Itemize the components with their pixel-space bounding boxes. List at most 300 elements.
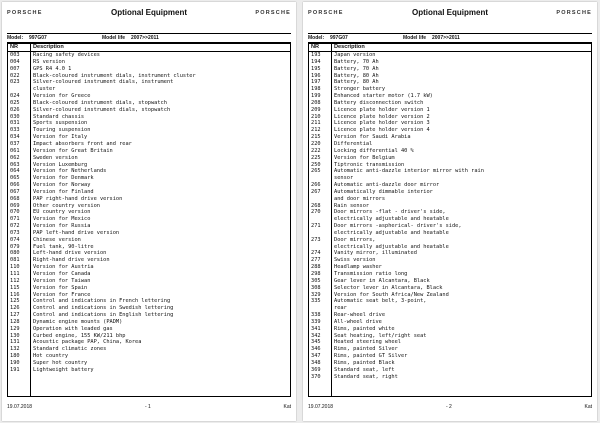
row-nr: 199 [311,93,321,100]
row-nr: 288 [311,264,321,271]
table-row [8,127,290,134]
table-row [8,250,290,257]
row-nr: 069 [10,202,20,209]
row-description: Door mirrors -aspherical- driver's side, electrically adjustable and heatable [334,223,462,236]
row-description: Version for Taiwan [33,277,91,284]
row-nr: 022 [10,72,20,79]
table-row [8,353,290,360]
row-description: Fuel tank, 90-litre [33,243,94,250]
row-nr: 023 [10,79,20,86]
row-nr: 267 [311,188,321,195]
table-row [309,203,591,210]
row-nr: 268 [311,202,321,209]
row-description: Automatic seat belt, 3-point, rear [334,298,427,312]
row-description: Battery, 80 Ah [334,79,379,86]
row-description: Version for Canada [33,271,91,277]
table-row [8,285,290,292]
table-row [8,271,290,278]
row-nr: 191 [10,366,20,373]
model-life-value: 2007>>2011 [432,35,460,41]
row-nr: 305 [311,277,321,284]
row-description: Dynamic engine mounts (PADM) [33,318,123,325]
row-nr: 220 [311,140,321,147]
table-row [309,209,591,223]
row-description: Rims, painted GT Silver [334,353,408,360]
porsche-logo-right: PORSCHE [255,10,291,16]
table-row [309,333,591,340]
table-row [309,127,591,134]
row-nr: 073 [10,229,20,236]
row-nr: 034 [10,134,20,141]
table-row [8,93,290,100]
table-row [309,223,591,237]
row-nr: 210 [311,113,321,120]
row-description: Impact absorbers front and rear [33,140,132,147]
row-description: GPS R4 4.0 1 [33,65,72,72]
row-description: Version for Great Britain [33,147,113,154]
row-nr: 003 [10,52,20,58]
table-row [8,360,290,367]
row-nr: 072 [10,223,20,230]
catalog-page-1 [2,2,296,421]
table-row [309,155,591,162]
row-nr: 066 [10,182,20,189]
row-description: Black-coloured instrument dials, instrument cluster [33,72,196,79]
row-description: Lightweight battery [33,366,94,373]
table-row [309,292,591,299]
table-row [309,141,591,148]
table-row [309,250,591,257]
table-row [8,120,290,127]
row-description: Stronger battery [334,86,386,93]
row-description: Control and indications in French lettering [33,298,171,305]
table-row [8,134,290,141]
row-nr: 347 [311,353,321,360]
table-row [8,216,290,223]
row-nr: 338 [311,312,321,319]
row-description: Version for Italy [33,134,88,141]
page-header [308,8,592,20]
table-row [309,59,591,66]
row-description: Automatic anti-dazzle interior mirror with rain sensor [334,168,484,182]
row-nr: 190 [10,359,20,366]
row-nr: 370 [311,373,321,380]
row-description: EU country version [33,209,91,216]
row-nr: 198 [311,86,321,93]
row-nr: 063 [10,161,20,168]
table-row [8,182,290,189]
table-row [8,333,290,340]
footer-date: 19.07.2018 [7,404,33,410]
table-row [309,271,591,278]
row-nr: 007 [10,65,20,72]
table-row [309,66,591,73]
row-nr: 208 [311,99,321,106]
row-nr: 129 [10,325,20,332]
table-row [309,339,591,346]
row-nr: 265 [311,168,321,175]
table-row [309,73,591,80]
row-nr: 341 [311,325,321,332]
table-row [8,298,290,305]
table-row [8,326,290,333]
table-row [309,360,591,367]
row-description: Version for France [33,291,91,298]
row-description: Rear-wheel drive [334,312,386,319]
table-row [309,86,591,93]
row-description: Version for Spain [33,284,88,291]
row-description: Standard climatic zones [33,346,107,353]
row-nr: 025 [10,99,20,106]
row-nr: 197 [311,79,321,86]
row-description: Version for Denmark [33,175,94,182]
table-row [8,79,290,93]
column-header-nr: NR [10,44,19,50]
row-nr: 348 [311,359,321,366]
row-description: Gear lever in Alcantara, Black [334,277,430,284]
table-row [8,292,290,299]
row-description: Licence plate holder version 4 [334,127,430,134]
table-row [309,114,591,121]
row-description: Transmission ratio long [334,271,408,277]
row-description: Licence plate holder version 2 [334,113,430,120]
row-description: Headlamp washer [334,264,382,271]
row-nr: 116 [10,291,20,298]
row-nr: 033 [10,127,20,134]
column-header-description: Description [334,44,365,50]
row-description: Differential [334,140,373,147]
table-row [8,175,290,182]
row-nr: 211 [311,120,321,127]
model-label: Model: [7,35,24,41]
row-nr: 068 [10,195,20,202]
row-description: PAP right-hand drive version [33,195,123,202]
row-description: Rims, painted white [334,325,395,332]
row-description: Door mirrors -flat - driver's side, electrically adjustable and heatable [334,209,449,223]
row-nr: 266 [311,182,321,189]
model-bar [308,33,592,43]
row-nr: 193 [311,52,321,58]
table-row [309,189,591,203]
row-description: Curbed engine, 155 KW/211 bhp [33,332,126,339]
row-description: Licence plate holder version 3 [334,120,430,127]
row-description: Version for Finland [33,188,94,195]
row-description: Hot country [33,353,69,360]
row-nr: 112 [10,277,20,284]
row-description: Standard seat, right [334,373,398,380]
row-nr: 062 [10,154,20,161]
row-nr: 004 [10,58,20,65]
row-nr: 081 [10,257,20,264]
row-nr: 074 [10,236,20,243]
row-description: Automatic anti-dazzle door mirror [334,182,440,189]
table-row [8,230,290,237]
row-description: Locking differential 40 % [334,147,414,154]
porsche-logo-right: PORSCHE [556,10,592,16]
table-row [8,367,290,374]
row-description: Enhanced starter motor (1.7 kW) [334,93,433,100]
table-row [309,278,591,285]
row-nr: 065 [10,175,20,182]
row-description: Touring suspension [33,127,91,134]
table-row [309,107,591,114]
row-description: Sweden version [33,154,78,161]
row-description: Control and indications in English lettering [33,312,174,319]
row-nr: 079 [10,243,20,250]
row-nr: 339 [311,318,321,325]
table-row [8,114,290,121]
row-nr: 037 [10,140,20,147]
table-row [309,134,591,141]
row-nr: 273 [311,236,321,243]
row-nr: 125 [10,298,20,305]
row-nr: 115 [10,284,20,291]
table-row [309,182,591,189]
row-nr: 345 [311,339,321,346]
row-description: Version for Russia [33,223,91,230]
table-body [309,52,591,381]
footer-catalog: Kat [283,404,291,410]
model-life-value: 2007>>2011 [131,35,159,41]
row-description: Left-hand drive version [33,250,107,257]
row-nr: 329 [311,291,321,298]
table-row [8,100,290,107]
row-description: Battery, 70 Ah [334,65,379,72]
table-row [309,367,591,374]
catalog-page-2 [303,2,597,421]
row-nr: 335 [311,298,321,305]
row-description: Version for Netherlands [33,168,107,175]
row-nr: 180 [10,353,20,360]
table-row [309,52,591,59]
row-description: Version for Belgium [334,154,395,161]
table-row [309,237,591,251]
table-row [8,162,290,169]
column-header-nr: NR [311,44,320,50]
row-nr: 031 [10,120,20,127]
row-description: Door mirrors, electrically adjustable and heatable [334,236,449,250]
row-description: Vanity mirror, illuminated [334,250,417,257]
row-description: Japan version [334,52,376,58]
table-row [8,196,290,203]
table-row [8,52,290,59]
table-row [8,203,290,210]
row-nr: 131 [10,339,20,346]
row-description: Right-hand drive version [33,257,110,264]
row-description: Black-coloured instrument dials, stopwatch [33,99,167,106]
row-description: Rims, painted Silver [334,346,398,353]
table-row [8,319,290,326]
row-description: Acoustic package PAP, China, Korea [33,339,142,346]
row-nr: 030 [10,113,20,120]
footer-page-number: - 2 [446,404,452,410]
row-description: RS version [33,58,65,65]
table-row [8,339,290,346]
row-nr: 080 [10,250,20,257]
row-nr: 222 [311,147,321,154]
row-description: Version for Norway [33,182,91,189]
table-row [8,209,290,216]
row-nr: 342 [311,332,321,339]
row-nr: 127 [10,312,20,319]
page-title: Optional Equipment [111,8,187,17]
row-description: Operation with leaded gas [33,325,113,332]
table-row [8,312,290,319]
model-life-label: Model life [102,35,126,41]
row-description: Version for South Africa/New Zealand [334,291,449,298]
table-row [309,319,591,326]
row-nr: 026 [10,106,20,113]
equipment-table [308,43,592,397]
table-row [8,73,290,80]
row-nr: 298 [311,271,321,277]
table-row [309,326,591,333]
row-nr: 132 [10,346,20,353]
footer-page-number: - 1 [145,404,151,410]
row-description: Battery, 80 Ah [334,72,379,79]
model-life-label: Model life [403,35,427,41]
table-row [309,374,591,381]
row-description: Rims, painted Black [334,359,395,366]
table-row [8,278,290,285]
row-description: Seat heating, left/right seat [334,332,427,339]
row-nr: 130 [10,332,20,339]
model-value: 997G07 [29,35,47,41]
row-nr: 369 [311,366,321,373]
table-row [8,66,290,73]
row-nr: 070 [10,209,20,216]
table-row [309,100,591,107]
model-value: 997G07 [330,35,348,41]
row-description: Heated steering wheel [334,339,401,346]
row-description: Version for Mexico [33,216,91,223]
row-description: Battery disconnection switch [334,99,424,106]
row-nr: 111 [10,271,20,277]
table-row [8,223,290,230]
row-nr: 110 [10,264,20,271]
row-nr: 225 [311,154,321,161]
row-description: Super hot country [33,359,88,366]
row-description: Chinese version [33,236,81,243]
table-row [309,168,591,182]
model-bar [7,33,291,43]
row-description: Battery, 70 Ah [334,58,379,65]
row-description: Sports suspension [33,120,88,127]
table-row [309,120,591,127]
row-description: Selector lever in Alcantara, Black [334,284,443,291]
table-row [8,346,290,353]
equipment-table [7,43,291,397]
page-title: Optional Equipment [412,8,488,17]
porsche-logo-left: PORSCHE [7,10,43,16]
table-row [309,285,591,292]
row-description: Licence plate holder version 1 [334,106,430,113]
row-nr: 308 [311,284,321,291]
table-row [8,148,290,155]
row-nr: 277 [311,257,321,264]
row-nr: 346 [311,346,321,353]
table-row [309,162,591,169]
row-description: Rain sensor [334,202,370,209]
row-nr: 212 [311,127,321,134]
table-row [309,79,591,86]
row-nr: 271 [311,223,321,230]
table-header [8,44,290,52]
row-nr: 215 [311,134,321,141]
table-header [309,44,591,52]
row-description: Control and indications in Swedish lettering [33,305,174,312]
page-header [7,8,291,20]
row-nr: 196 [311,72,321,79]
row-nr: 274 [311,250,321,257]
row-description: All-wheel drive [334,318,382,325]
table-row [8,59,290,66]
table-row [8,155,290,162]
table-row [8,107,290,114]
row-description: Tiptronic transmission [334,161,405,168]
row-nr: 194 [311,58,321,65]
row-description: Swiss version [334,257,376,264]
row-description: Other country version [33,202,100,209]
footer-catalog: Kat [584,404,592,410]
row-description: PAP left-hand drive version [33,229,120,236]
row-nr: 250 [311,161,321,168]
column-header-description: Description [33,44,64,50]
table-row [309,93,591,100]
table-row [309,257,591,264]
table-row [8,264,290,271]
row-nr: 024 [10,93,20,100]
row-description: Silver-coloured instrument dials, stopwatch [33,106,171,113]
row-nr: 128 [10,318,20,325]
row-description: Version for Austria [33,264,94,271]
table-row [8,237,290,244]
row-description: Standard seat, left [334,366,395,373]
table-row [309,346,591,353]
table-row [309,312,591,319]
row-description: Automatically dimmable interior and door mirrors [334,188,433,202]
row-description: Standard chassis [33,113,85,120]
row-nr: 209 [311,106,321,113]
table-row [8,257,290,264]
row-description: Silver-coloured instrument dials, instrument cluster [33,79,174,93]
table-row [8,141,290,148]
row-description: Version Luxemburg [33,161,88,168]
row-description: Racing safety devices [33,52,100,58]
row-nr: 071 [10,216,20,223]
table-row [309,353,591,360]
table-row [309,298,591,312]
row-description: Version for Greece [33,93,91,100]
table-row [8,305,290,312]
table-row [309,148,591,155]
row-nr: 061 [10,147,20,154]
table-row [8,168,290,175]
table-row [8,189,290,196]
table-body [8,52,290,374]
row-nr: 126 [10,305,20,312]
table-row [8,244,290,251]
row-nr: 064 [10,168,20,175]
row-nr: 270 [311,209,321,216]
footer-date: 19.07.2018 [308,404,334,410]
porsche-logo-left: PORSCHE [308,10,344,16]
row-description: Version for Saudi Arabia [334,134,411,141]
row-nr: 195 [311,65,321,72]
row-nr: 067 [10,188,20,195]
table-row [309,264,591,271]
model-label: Model: [308,35,325,41]
